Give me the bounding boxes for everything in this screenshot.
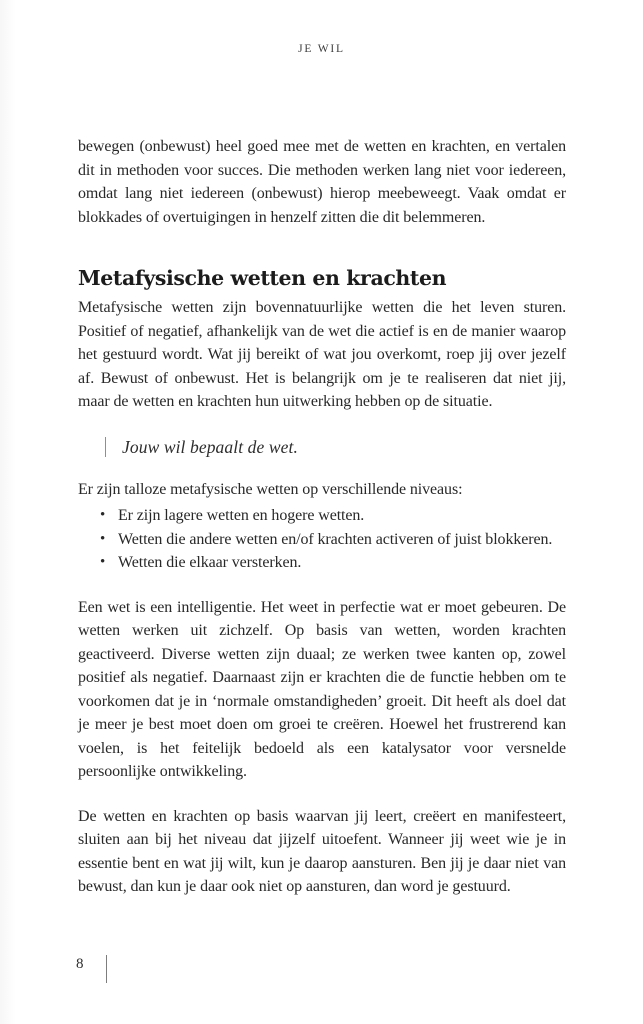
list-item: • Wetten die elkaar versterken. [78,551,566,575]
page-content [78,135,566,899]
bullet-list [78,504,566,575]
list-item: • Wetten die andere wetten en/of krachten activeren of juist blokkeren. [78,528,566,552]
section-heading: Metafysische wetten en krachten [78,266,447,290]
pull-quote [105,434,566,460]
body-paragraph-4: De wetten en krachten op basis waarvan jij leert, creëert en manifesteert, sluiten aan bij het niveau dat jijzelf uitoefent. Wanneer jij weet wie je in essentie bent en wat jij wilt, kun je daarop aansturen. Ben jij je daar niet van bewust, dan kun je daar ook niet op aansturen, dan word je gestuurd. [78,807,566,895]
list-item: • Er zijn lagere wetten en hogere wetten. [78,504,566,528]
footer-rule [106,955,107,983]
pull-quote-text: Jouw wil bepaalt de wet. [122,436,298,457]
list-intro: Er zijn talloze metafysische wetten op verschillende niveaus: [78,480,463,498]
body-paragraph-1: bewegen (onbewust) heel goed mee met de wetten en krachten, en vertalen dit in methoden voor succes. Die methoden werken lang niet voor iedereen, omdat lang niet iedereen (onbewust) hierop meebeweegt. Vaak omdat er blokkades of overtuigingen in henzelf zitten die dit belemmeren. [78,138,566,226]
running-header: JE WIL [298,43,345,55]
body-paragraph-3: Een wet is een intelligentie. Het weet in perfectie wat er moet gebeuren. De wetten werken uit zichzelf. Op basis van wetten, worden krachten geactiveerd. Diverse wetten zijn duaal; ze werken twee kanten op, zowel positief als negatief. Daarnaast zijn er krachten die de functie hebben om te voorkomen dat je in ‘normale omstandigheden’ groeit. Dit heeft als doel dat je meer je best moet doen om groei te creëren. Hoewel het frustrerend kan voelen, is het feitelijk bedoeld als een katalysator voor versnelde persoonlijke ontwikkeling. [78,598,566,780]
body-paragraph-2: Metafysische wetten zijn bovennatuurlijke wetten die het leven sturen. Positief of negatief, afhankelijk van de wet die actief is en de manier waarop het gestuurd wordt. Wat jij bereikt of wat jou overkomt, roep jij over jezelf af. Bewust of onbewust. Het is belangrijk om je te realiseren dat niet jij, maar de wetten en krachten hun uitwerking hebben op de situatie. [78,299,566,410]
page-number: 8 [76,956,84,972]
quote-rule [105,437,106,457]
